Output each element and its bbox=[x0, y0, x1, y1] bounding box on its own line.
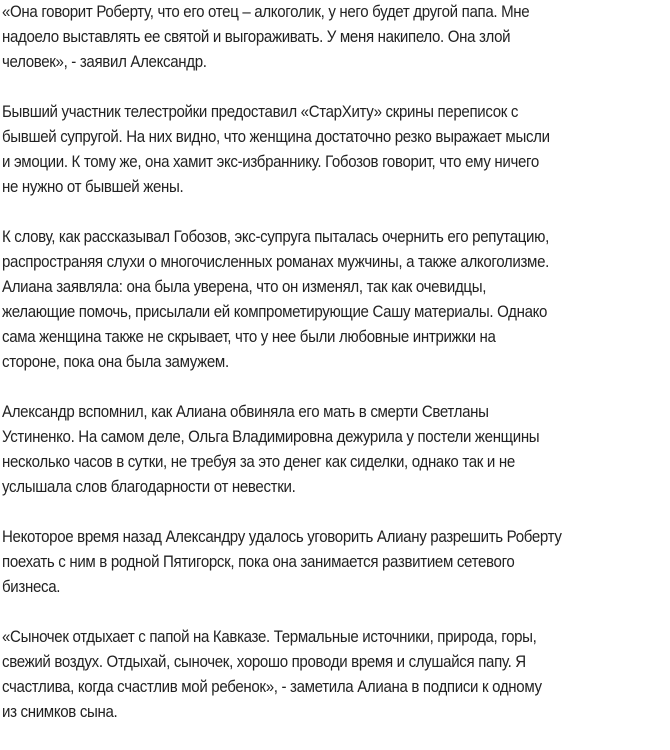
text-line: Некоторое время назад Александру удалось уговорить Алиану разрешить Роберту bbox=[2, 528, 562, 546]
text-line: человек», - заявил Александр. bbox=[2, 53, 207, 71]
text-line: бизнеса. bbox=[2, 578, 61, 596]
text-line: Алиана заявляла: она была уверена, что он изменял, так как очевидцы, bbox=[2, 278, 487, 296]
text-line: желающие помочь, присылали ей компрометирующие Сашу материалы. Однако bbox=[2, 303, 548, 321]
text-line: поехать с ним в родной Пятигорск, пока она занимается развитием сетевого bbox=[2, 553, 515, 571]
paragraph-reputation bbox=[2, 225, 670, 375]
paragraph-quote-alexander bbox=[2, 0, 670, 75]
text-line: Устиненко. На самом деле, Ольга Владимировна дежурила у постели женщины bbox=[2, 428, 540, 446]
text-line: из снимков сына. bbox=[2, 703, 118, 721]
text-line: «Сыночек отдыхает с папой на Кавказе. Термальные источники, природа, горы, bbox=[2, 628, 537, 646]
text-line: «Она говорит Роберту, что его отец – алкоголик, у него будет другой папа. Мне bbox=[2, 3, 530, 21]
text-line: не нужно от бывшей жены. bbox=[2, 178, 184, 196]
text-line: стороне, пока она была замужем. bbox=[2, 353, 229, 371]
text-line: распространяя слухи о многочисленных романах мужчины, а также алкоголизме. bbox=[2, 253, 549, 271]
text-line: К слову, как рассказывал Гобозов, экс-супруга пыталась очернить его репутацию, bbox=[2, 228, 549, 246]
paragraph-pyatigorsk bbox=[2, 525, 670, 600]
text-line: свежий воздух. Отдыхай, сыночек, хорошо проводи время и слушайся папу. Я bbox=[2, 653, 526, 671]
text-line: Бывший участник телестройки предоставил «СтарХиту» скрины переписок с bbox=[2, 103, 519, 121]
text-line: и эмоции. К тому же, она хамит экс-избраннику. Гобозов говорит, что ему ничего bbox=[2, 153, 539, 171]
article-body bbox=[2, 0, 670, 750]
text-line: услышала слов благодарности от невестки. bbox=[2, 478, 296, 496]
text-line: несколько часов в сутки, не требуя за это денег как сиделки, однако так и не bbox=[2, 453, 515, 471]
paragraph-mother bbox=[2, 400, 670, 500]
text-line: бывшей супругой. На них видно, что женщина достаточно резко выражает мысли bbox=[2, 128, 550, 146]
paragraph-screenshots bbox=[2, 100, 670, 200]
text-line: счастлива, когда счастлив мой ребенок», - заметила Алиана в подписи к одному bbox=[2, 678, 542, 696]
text-line: надоело выставлять ее святой и выгораживать. У меня накипело. Она злой bbox=[2, 28, 511, 46]
paragraph-quote-aliana bbox=[2, 625, 670, 725]
text-line: сама женщина также не скрывает, что у нее были любовные интрижки на bbox=[2, 328, 496, 346]
text-line: Александр вспомнил, как Алиана обвиняла его мать в смерти Светланы bbox=[2, 403, 489, 421]
